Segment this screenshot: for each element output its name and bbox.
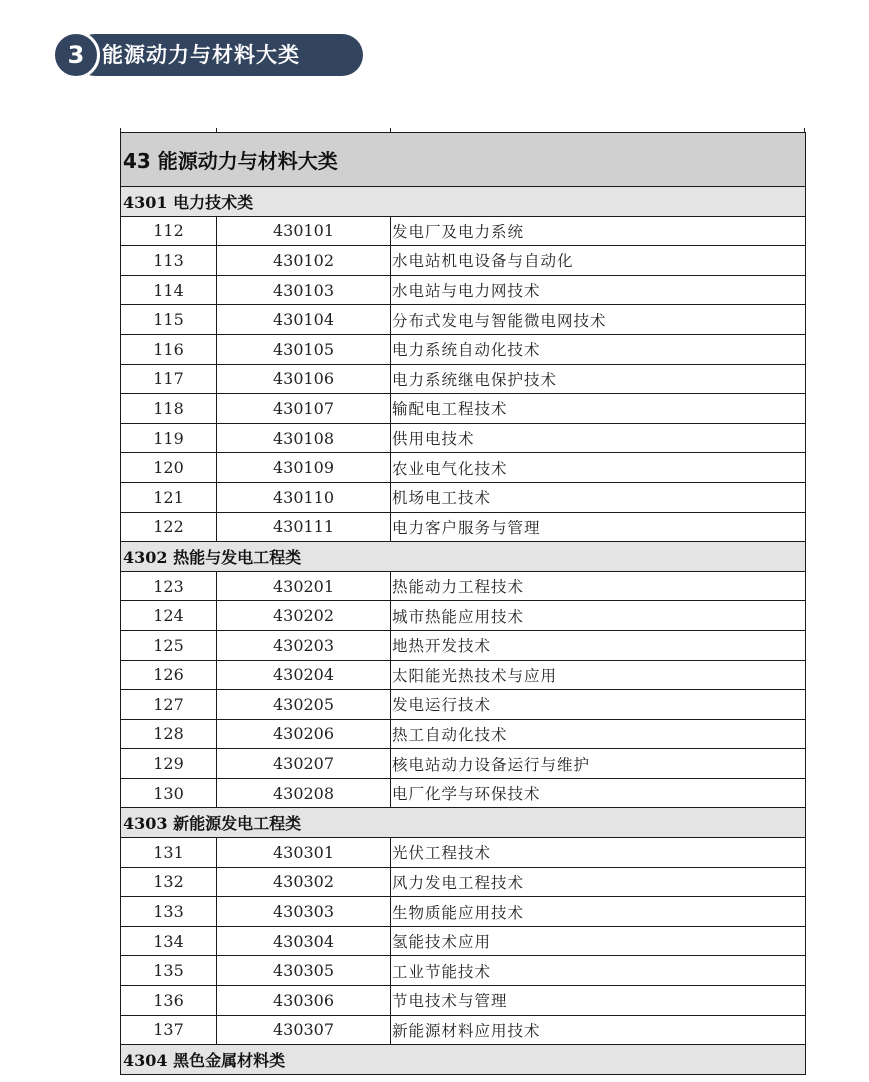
major-name-cell: 太阳能光热技术与应用 bbox=[391, 660, 806, 690]
major-name-cell: 工业节能技术 bbox=[391, 956, 806, 986]
table-body bbox=[121, 133, 806, 1075]
major-catalog bbox=[120, 128, 805, 1075]
major-name-cell: 风力发电工程技术 bbox=[391, 867, 806, 897]
major-name-cell: 生物质能应用技术 bbox=[391, 897, 806, 927]
major-name-cell: 氢能技术应用 bbox=[391, 926, 806, 956]
serial-number-cell: 121 bbox=[121, 482, 217, 512]
major-name-cell: 发电运行技术 bbox=[391, 690, 806, 720]
major-code-cell: 430107 bbox=[217, 394, 391, 424]
category-header-row bbox=[121, 1045, 806, 1075]
serial-number-cell: 132 bbox=[121, 867, 217, 897]
major-code-cell: 430102 bbox=[217, 246, 391, 276]
serial-number-cell: 126 bbox=[121, 660, 217, 690]
serial-number-cell: 120 bbox=[121, 453, 217, 483]
major-code-cell: 430104 bbox=[217, 305, 391, 335]
major-name-cell: 核电站动力设备运行与维护 bbox=[391, 749, 806, 779]
serial-number-cell: 124 bbox=[121, 601, 217, 631]
table-row bbox=[121, 630, 806, 660]
major-code-cell: 430303 bbox=[217, 897, 391, 927]
serial-number-cell: 127 bbox=[121, 690, 217, 720]
major-name-cell: 分布式发电与智能微电网技术 bbox=[391, 305, 806, 335]
major-name-cell: 热工自动化技术 bbox=[391, 719, 806, 749]
serial-number-cell: 128 bbox=[121, 719, 217, 749]
table-row bbox=[121, 838, 806, 868]
serial-number-cell: 134 bbox=[121, 926, 217, 956]
major-name-cell: 电力客户服务与管理 bbox=[391, 512, 806, 542]
category-header-row bbox=[121, 187, 806, 217]
table-row bbox=[121, 749, 806, 779]
serial-number-cell: 123 bbox=[121, 571, 217, 601]
major-code-cell: 430103 bbox=[217, 275, 391, 305]
major-code-cell: 430207 bbox=[217, 749, 391, 779]
major-code-cell: 430305 bbox=[217, 956, 391, 986]
major-code-cell: 430110 bbox=[217, 482, 391, 512]
table-row bbox=[121, 364, 806, 394]
major-code-cell: 430208 bbox=[217, 778, 391, 808]
table-row bbox=[121, 423, 806, 453]
table-row bbox=[121, 660, 806, 690]
table-row bbox=[121, 956, 806, 986]
category-title: 4304 黑色金属材料类 bbox=[121, 1045, 806, 1075]
table-row bbox=[121, 334, 806, 364]
table-top-stub bbox=[120, 128, 805, 132]
serial-number-cell: 136 bbox=[121, 986, 217, 1016]
table-row bbox=[121, 986, 806, 1016]
major-name-cell: 水电站与电力网技术 bbox=[391, 275, 806, 305]
serial-number-cell: 125 bbox=[121, 630, 217, 660]
major-code-cell: 430206 bbox=[217, 719, 391, 749]
major-code-cell: 430203 bbox=[217, 630, 391, 660]
table-row bbox=[121, 216, 806, 246]
major-name-cell: 发电厂及电力系统 bbox=[391, 216, 806, 246]
serial-number-cell: 117 bbox=[121, 364, 217, 394]
major-code-cell: 430306 bbox=[217, 986, 391, 1016]
major-code-cell: 430204 bbox=[217, 660, 391, 690]
category-title: 4301 电力技术类 bbox=[121, 187, 806, 217]
major-code-cell: 430111 bbox=[217, 512, 391, 542]
table-row bbox=[121, 867, 806, 897]
major-code-cell: 430304 bbox=[217, 926, 391, 956]
major-name-cell: 供用电技术 bbox=[391, 423, 806, 453]
serial-number-cell: 130 bbox=[121, 778, 217, 808]
major-name-cell: 新能源材料应用技术 bbox=[391, 1015, 806, 1045]
major-code-cell: 430202 bbox=[217, 601, 391, 631]
table-row bbox=[121, 690, 806, 720]
major-name-cell: 节电技术与管理 bbox=[391, 986, 806, 1016]
table-row bbox=[121, 453, 806, 483]
table-row bbox=[121, 778, 806, 808]
serial-number-cell: 137 bbox=[121, 1015, 217, 1045]
major-code-cell: 430205 bbox=[217, 690, 391, 720]
serial-number-cell: 119 bbox=[121, 423, 217, 453]
major-name-cell: 光伏工程技术 bbox=[391, 838, 806, 868]
table-row bbox=[121, 394, 806, 424]
table-row bbox=[121, 305, 806, 335]
table-row bbox=[121, 275, 806, 305]
serial-number-cell: 133 bbox=[121, 897, 217, 927]
major-code-cell: 430108 bbox=[217, 423, 391, 453]
major-code-cell: 430307 bbox=[217, 1015, 391, 1045]
serial-number-cell: 116 bbox=[121, 334, 217, 364]
major-name-cell: 电力系统自动化技术 bbox=[391, 334, 806, 364]
section-number: 3 bbox=[52, 31, 100, 79]
major-name-cell: 输配电工程技术 bbox=[391, 394, 806, 424]
category-title: 4302 热能与发电工程类 bbox=[121, 542, 806, 572]
serial-number-cell: 131 bbox=[121, 838, 217, 868]
major-name-cell: 热能动力工程技术 bbox=[391, 571, 806, 601]
major-name-cell: 水电站机电设备与自动化 bbox=[391, 246, 806, 276]
section-badge bbox=[52, 34, 363, 76]
table-row bbox=[121, 719, 806, 749]
major-table bbox=[120, 132, 806, 1075]
table-row bbox=[121, 897, 806, 927]
major-name-cell: 农业电气化技术 bbox=[391, 453, 806, 483]
table-row bbox=[121, 482, 806, 512]
serial-number-cell: 115 bbox=[121, 305, 217, 335]
major-name-cell: 机场电工技术 bbox=[391, 482, 806, 512]
serial-number-cell: 114 bbox=[121, 275, 217, 305]
table-row bbox=[121, 926, 806, 956]
table-row bbox=[121, 601, 806, 631]
section-title: 能源动力与材料大类 bbox=[102, 43, 300, 67]
category-header-row bbox=[121, 808, 806, 838]
major-code-cell: 430301 bbox=[217, 838, 391, 868]
group-title: 43 能源动力与材料大类 bbox=[121, 133, 806, 187]
major-code-cell: 430302 bbox=[217, 867, 391, 897]
table-row bbox=[121, 571, 806, 601]
serial-number-cell: 112 bbox=[121, 216, 217, 246]
category-title: 4303 新能源发电工程类 bbox=[121, 808, 806, 838]
serial-number-cell: 118 bbox=[121, 394, 217, 424]
major-code-cell: 430105 bbox=[217, 334, 391, 364]
table-row bbox=[121, 512, 806, 542]
major-code-cell: 430101 bbox=[217, 216, 391, 246]
major-code-cell: 430201 bbox=[217, 571, 391, 601]
table-row bbox=[121, 246, 806, 276]
serial-number-cell: 122 bbox=[121, 512, 217, 542]
major-code-cell: 430106 bbox=[217, 364, 391, 394]
category-header-row bbox=[121, 542, 806, 572]
serial-number-cell: 113 bbox=[121, 246, 217, 276]
serial-number-cell: 135 bbox=[121, 956, 217, 986]
major-code-cell: 430109 bbox=[217, 453, 391, 483]
serial-number-cell: 129 bbox=[121, 749, 217, 779]
table-row bbox=[121, 1015, 806, 1045]
major-name-cell: 地热开发技术 bbox=[391, 630, 806, 660]
group-header-row bbox=[121, 133, 806, 187]
major-name-cell: 电厂化学与环保技术 bbox=[391, 778, 806, 808]
major-name-cell: 城市热能应用技术 bbox=[391, 601, 806, 631]
major-name-cell: 电力系统继电保护技术 bbox=[391, 364, 806, 394]
